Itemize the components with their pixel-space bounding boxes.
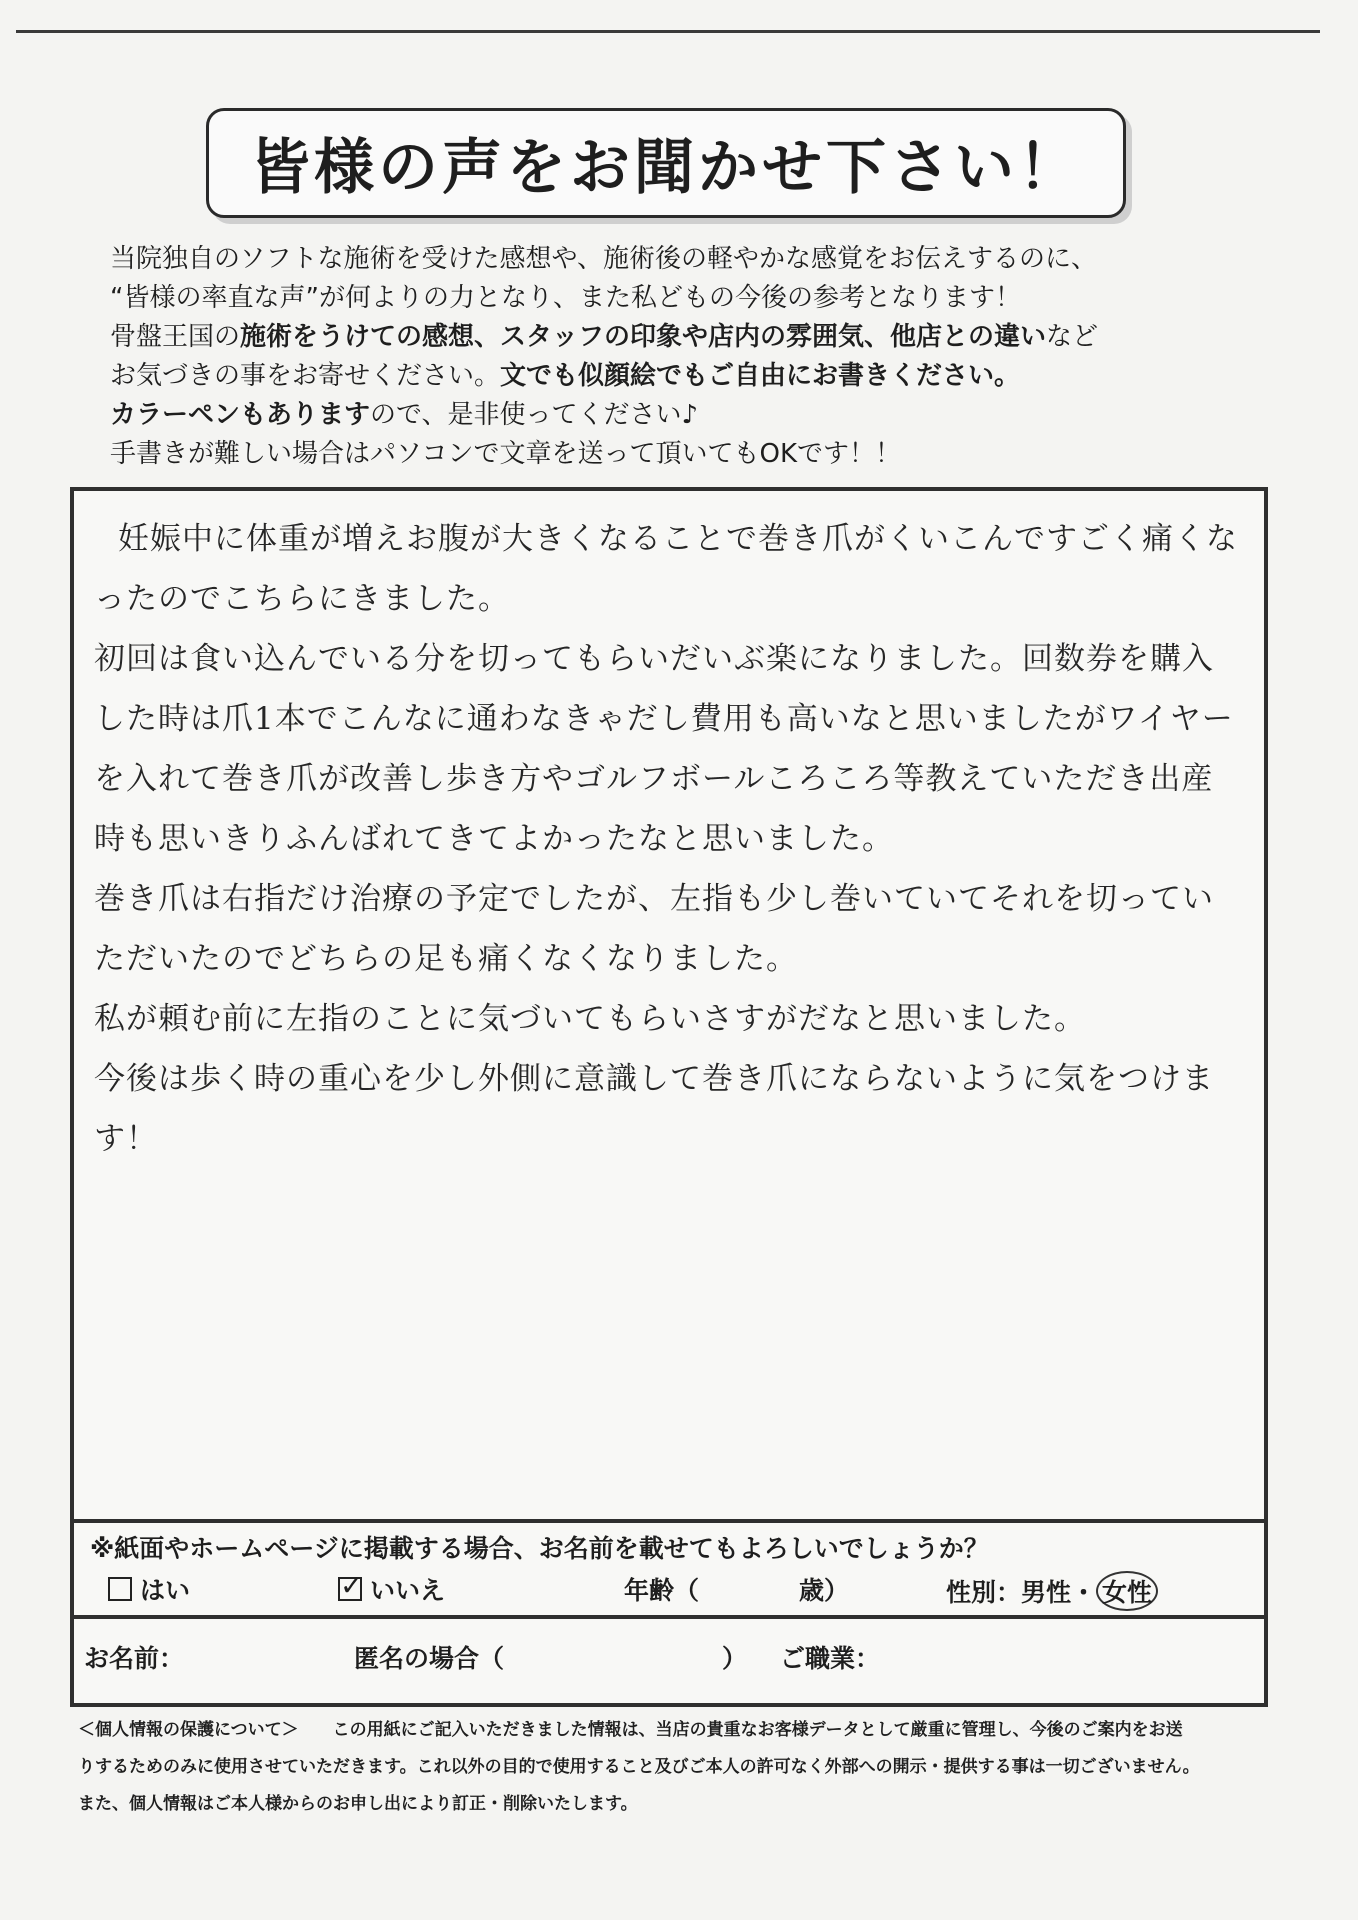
intro-line: 当院独自のソフトな施術を受けた感想や、施術後の軽やかな感覚をお伝えするのに、 — [110, 244, 1097, 274]
privacy-line: りするためのみに使用させていただきます。これ以外の目的で使用すること及びご本人の許可なく外部への開示・提供する事は一切ございません。 — [78, 1757, 1200, 1777]
checked-checkbox-icon[interactable] — [338, 1577, 362, 1601]
privacy-line: また、個人情報はご本人様からのお申し出により訂正・削除いたします。 — [78, 1794, 638, 1814]
gender-female-circled: 女性 — [1096, 1571, 1158, 1611]
comment-paragraph: 妊娠中に体重が増えお腹が大きくなることで巻き爪がくいこんですごく痛くなったのでこちらにきました。 — [94, 521, 1238, 617]
comment-paragraph: 今後は歩く時の重心を少し外側に意識して巻き爪にならないように気をつけます！ — [94, 1061, 1214, 1157]
consent-question: ※紙面やホームページに掲載する場合、お名前を載せてもよろしいでしょうか？ — [90, 1534, 989, 1563]
privacy-notice — [78, 1712, 1278, 1823]
intro-line: カラーペンもありますので、是非使ってください♪ — [110, 400, 699, 430]
consent-no-option[interactable]: ✓ いいえ — [338, 1571, 445, 1607]
name-label: お名前： — [84, 1644, 185, 1673]
divider — [74, 1615, 1264, 1619]
comment-paragraph: 私が頼む前に左指のことに気づいてもらいさすがだなと思いました。 — [94, 1001, 1086, 1037]
title-banner — [206, 108, 1126, 218]
intro-line: 骨盤王国の施術をうけての感想、スタッフの印象や店内の雰囲気、他店との違いなど — [110, 322, 1099, 352]
comment-paragraph: 初回は食い込んでいる分を切ってもらいだいぶ楽になりました。回数券を購入した時は爪1本でこんなに通わなきゃだし費用も高いなと思いましたがワイヤーを入れて巻き爪が改善し歩き方やゴルフボールころころ等教えていただき出産時も思いきりふんばれてきてよかったなと思いました。 — [94, 641, 1234, 857]
occupation-label: ご職業： — [780, 1644, 881, 1673]
top-rule — [16, 30, 1320, 33]
intro-line: お気づきの事をお寄せください。文でも似顔絵でもご自由にお書きください。 — [110, 361, 1021, 391]
anonymous-field[interactable]: 匿名の場合（ ） — [354, 1644, 748, 1673]
consent-row — [108, 1571, 1238, 1611]
page-title: 皆様の声をお聞かせ下さい！ — [250, 133, 1082, 203]
checkbox-icon[interactable] — [108, 1577, 132, 1601]
age-field[interactable]: 年齢（ 歳） — [624, 1576, 850, 1605]
divider — [74, 1519, 1264, 1523]
comment-form — [70, 487, 1268, 1707]
handwritten-comment[interactable] — [94, 509, 1244, 1169]
comment-paragraph: 巻き爪は右指だけ治療の予定でしたが、左指も少し巻いていてそれを切っていただいたのでどちらの足も痛くなくなりました。 — [94, 881, 1214, 977]
gender-field[interactable]: 性別：男性・ 女性 — [946, 1571, 1158, 1611]
intro-line: “皆様の率直な声”が何よりの力となり、また私どもの今後の参考となります！ — [110, 283, 1021, 313]
privacy-line: ＜個人情報の保護について＞ この用紙にご記入いただきました情報は、当店の貴重なお客様データとして厳重に管理し、今後のご案内をお送 — [78, 1720, 1183, 1740]
intro-line: 手書きが難しい場合はパソコンで文章を送って頂いてもOKです！！ — [110, 439, 901, 469]
intro-text — [110, 240, 1260, 474]
consent-yes-option[interactable]: はい — [108, 1571, 190, 1607]
